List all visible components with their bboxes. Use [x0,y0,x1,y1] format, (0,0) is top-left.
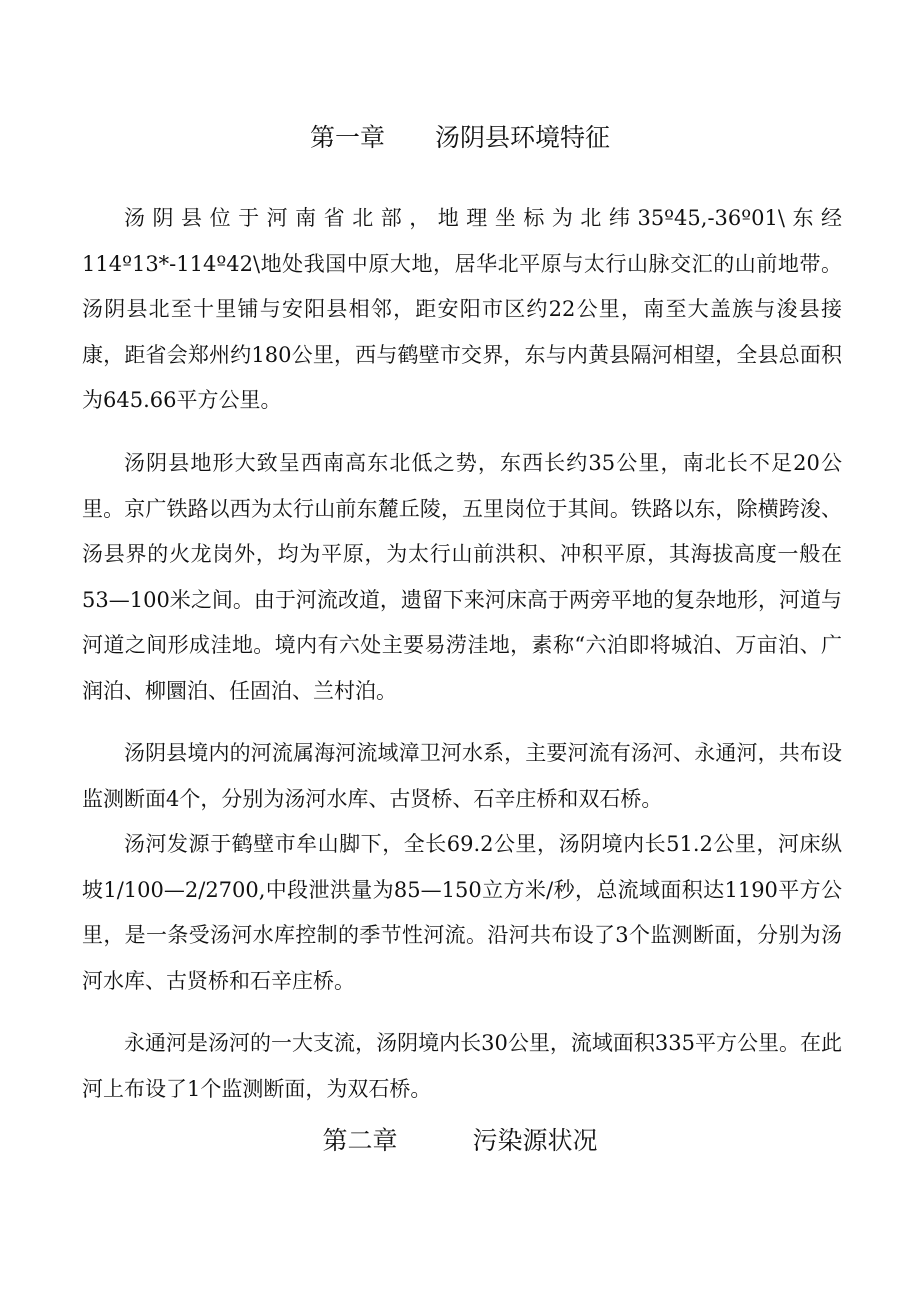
paragraph-location: 汤阴县位于河南省北部，地理坐标为北纬35º45,-36º01\东经114º13*-114º42\地处我国中原大地，居华北平原与太行山脉交汇的山前地带。汤阴县北至十里铺与安阳县相邻，距安阳市区约22公里，南至大盖族与浚县接康，距省会郑州约180公里，西与鹤壁市交界，东与内黄县隔河相望，全县总面积为645.66平方公里。 [82,206,842,412]
paragraph-terrain: 汤阴县地形大致呈西南高东北低之势，东西长约35公里，南北长不足20公里。京广铁路以西为太行山前东麓丘陵，五里岗位于其间。铁路以东，除横跨浚、汤县界的火龙岗外，均为平原，为太行山前洪积、冲积平原，其海拔高度一般在53—100米之间。由于河流改道，遗留下来河床高于两旁平地的复杂地形，河道与河道之间形成洼地。境内有六处主要易涝洼地，素称“六泊即将城泊、万亩泊、广润泊、柳圜泊、任固泊、兰村泊。 [82,451,842,703]
paragraph-rivers: 汤阴县境内的河流属海河流域漳卫河水系，主要河流有汤河、永通河，共布设监测断面4个，分别为汤河水库、古贤桥、石辛庄桥和双石桥。 [82,741,842,811]
paragraph-yongtong-river: 永通河是汤河的一大支流，汤阴境内长30公里，流域面积335平方公里。在此河上布设了1个监测断面，为双石桥。 [82,1031,842,1101]
paragraph-tang-river: 汤河发源于鹤壁市牟山脚下，全长69.2公里，汤阴境内长51.2公里，河床纵坡1/100—2/2700,中段泄洪量为85—150立方米/秒，总流域面积达1190平方公里，是一条受汤河水库控制的季节性河流。沿河共布设了3个监测断面，分别为汤河水库、古贤桥和石辛庄桥。 [82,832,842,993]
chapter-2-title: 第二章 污染源状况 [322,1127,598,1155]
chapter-1-title: 第一章 汤阴县环境特征 [309,124,610,152]
